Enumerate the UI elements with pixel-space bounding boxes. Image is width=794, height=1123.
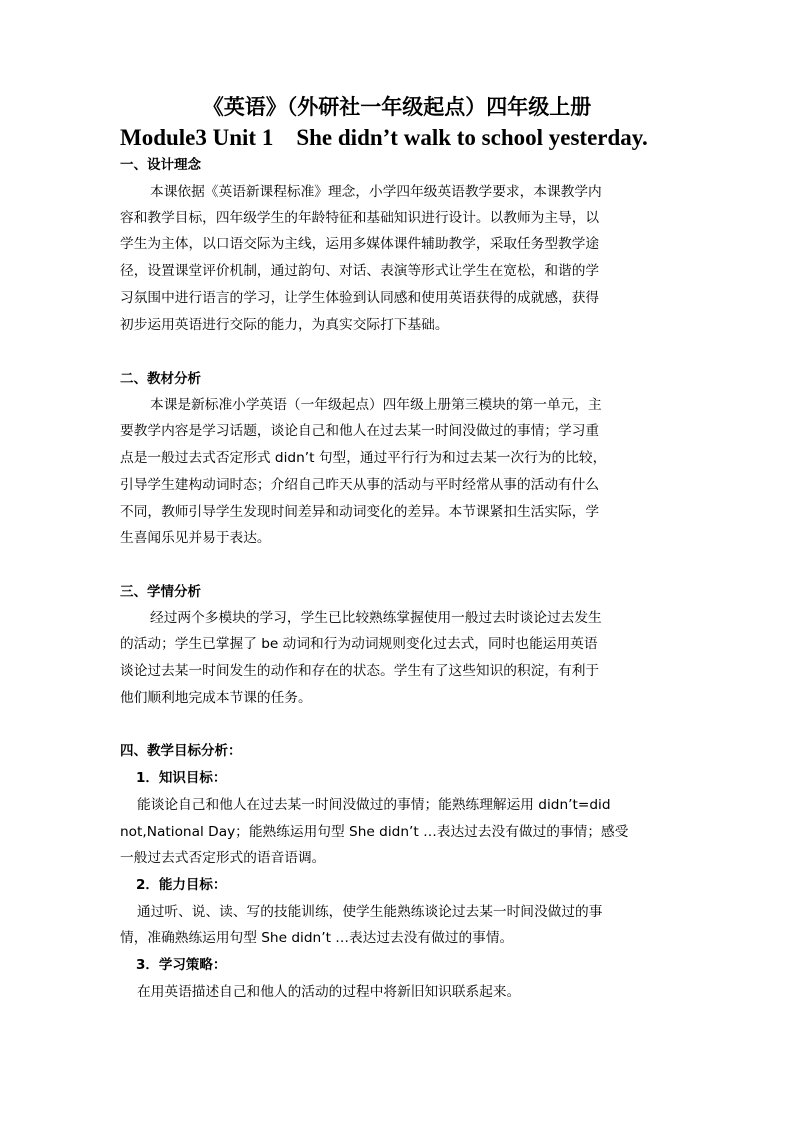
subheading-knowledge-goals: 1．知识目标： <box>136 770 227 786</box>
section-heading-design-concept: 一、设计理念 <box>120 157 201 173</box>
paragraph-line: 习氛围中进行语言的学习，让学生体验到认同感和使用英语获得的成就感，获得 <box>120 290 600 306</box>
paragraph-line: 初步运用英语进行交际的能力，为真实交际打下基础。 <box>120 317 449 333</box>
paragraph-line: 经过两个多模块的学习，学生已比较熟练掌握使用一般过去时谈论过去发生 <box>150 610 602 626</box>
section-heading-learner-analysis: 三、学情分析 <box>120 584 201 600</box>
subheading-ability-goals: 2．能力目标： <box>136 877 227 893</box>
paragraph-line: 学生为主体，以口语交际为主线，运用多媒体课件辅助教学，采取任务型教学途 <box>120 236 600 252</box>
paragraph-line: 的活动；学生已掌握了 be 动词和行为动词规则变化过去式，同时也能运用英语 <box>120 636 598 652</box>
paragraph-line: 径，设置课堂评价机制，通过韵句、对话、表演等形式让学生在宽松，和谐的学 <box>120 263 600 279</box>
paragraph-line: 不同，教师引导学生发现时间差异和动词变化的差异。本节课紧扣生活实际，学 <box>120 504 600 520</box>
paragraph-line: 情，准确熟练运用句型 She didn’t …表达过去没有做过的事情。 <box>120 930 514 946</box>
paragraph-line: 本课是新标准小学英语（一年级起点）四年级上册第三模块的第一单元，主 <box>150 397 602 413</box>
subheading-learning-strategy: 3．学习策略： <box>136 957 227 973</box>
lesson-subtitle: Module3 Unit 1 She didn’t walk to school yesterday. <box>120 125 648 150</box>
paragraph-line: 要教学内容是学习话题，谈论自己和他人在过去某一时间没做过的事情；学习重 <box>120 423 600 439</box>
paragraph-line: 引导学生建构动词时态；介绍自己昨天从事的活动与平时经常从事的活动有什么 <box>120 477 600 493</box>
paragraph-line: 生喜闻乐见并易于表达。 <box>120 530 271 546</box>
paragraph-line: 容和教学目标，四年级学生的年龄特征和基础知识进行设计。以教师为主导，以 <box>120 210 600 226</box>
section-heading-material-analysis: 二、教材分析 <box>120 371 201 387</box>
paragraph-line: 能谈论自己和他人在过去某一时间没做过的事情；能熟练理解运用 didn’t=did <box>137 797 611 813</box>
page-title: 《英语》（外研社一年级起点）四年级上册 <box>202 95 592 119</box>
paragraph-line: 他们顺利地完成本节课的任务。 <box>120 690 312 706</box>
paragraph-line: 谈论过去某一时间发生的动作和存在的状态。学生有了这些知识的积淀，有利于 <box>120 663 600 679</box>
paragraph-line: 本课依据《英语新课程标准》理念，小学四年级英语教学要求，本课教学内 <box>150 184 602 200</box>
section-heading-teaching-goals: 四、教学目标分析： <box>120 743 242 759</box>
paragraph-line: 在用英语描述自己和他人的活动的过程中将新旧知识联系起来。 <box>137 984 521 1000</box>
paragraph-line: 点是一般过去式否定形式 didn’t 句型，通过平行行为和过去某一次行为的比较， <box>120 450 607 466</box>
paragraph-line: 通过听、说、读、写的技能训练，使学生能熟练谈论过去某一时间没做过的事 <box>137 904 603 920</box>
paragraph-line: 一般过去式否定形式的语音语调。 <box>120 850 326 866</box>
paragraph-line: not,National Day；能熟练运用句型 She didn’t …表达过去没有做过的事情；感受 <box>120 824 629 840</box>
